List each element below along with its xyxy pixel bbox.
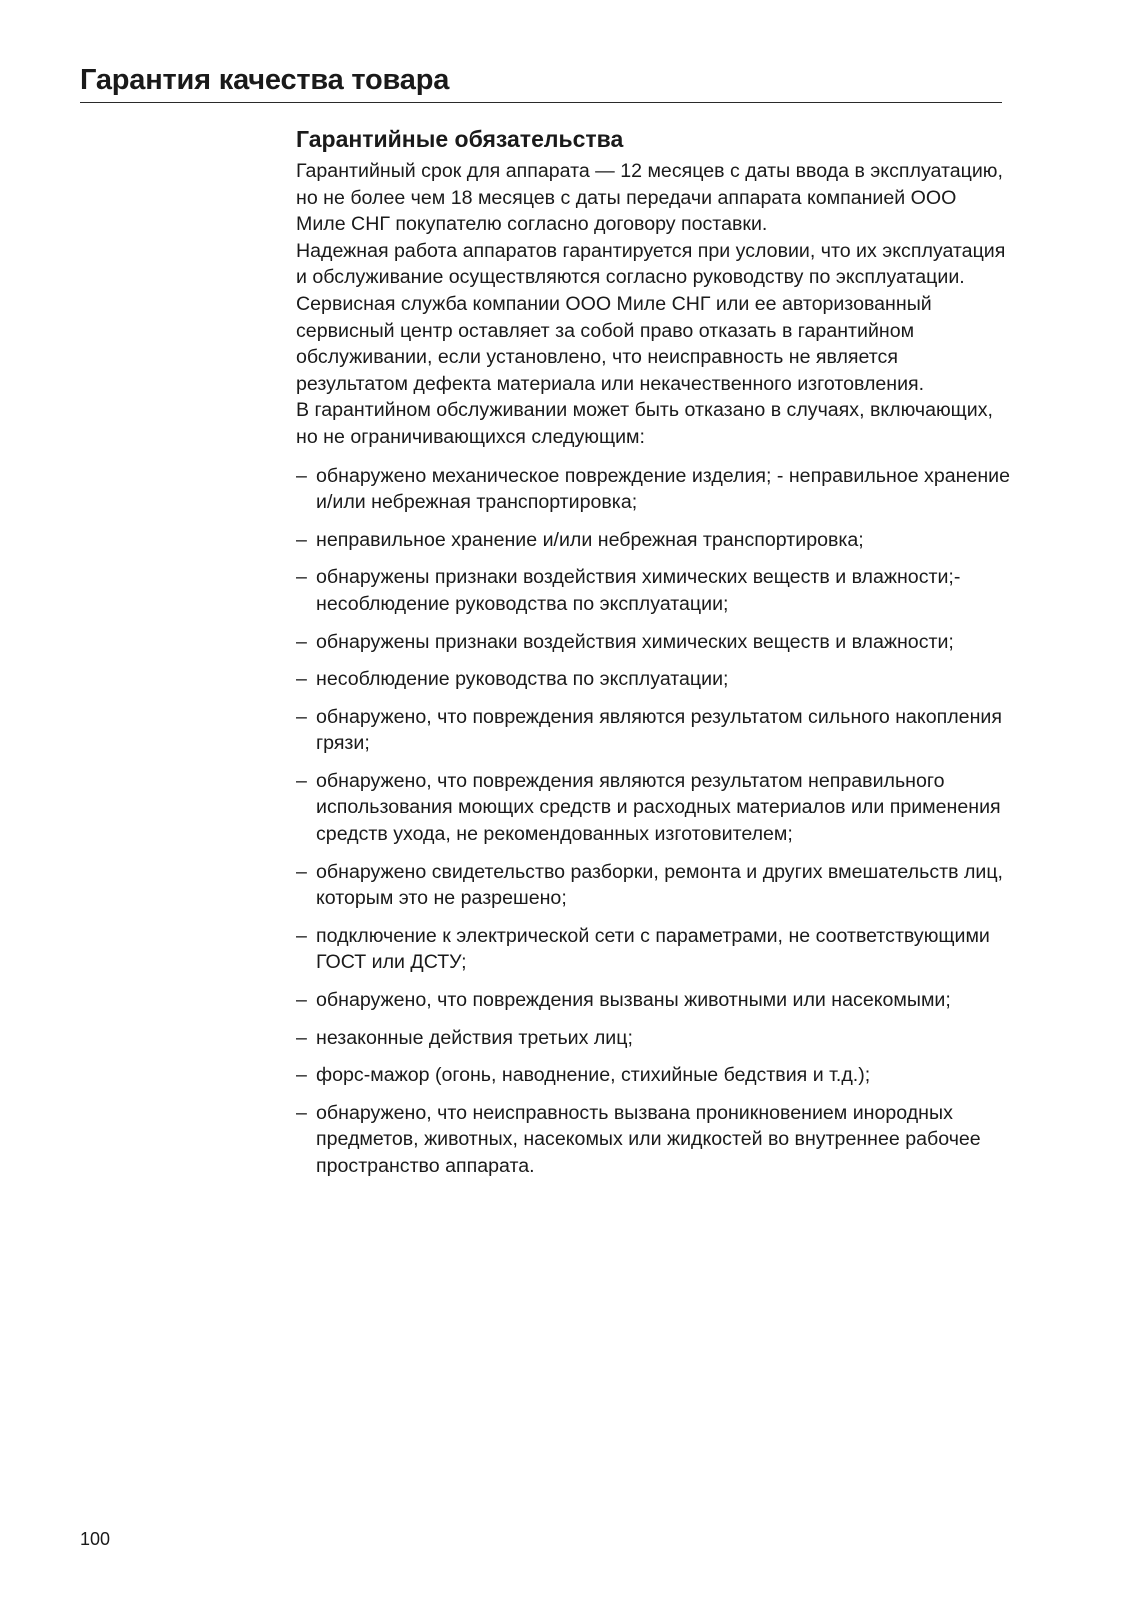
main-content <box>296 124 1011 1191</box>
bullet-dash: – <box>296 668 307 691</box>
bullet-dash: – <box>296 705 307 728</box>
list-item-text: неправильное хранение и/или небрежная транспортировка; <box>316 528 864 551</box>
bullet-dash: – <box>296 630 307 653</box>
paragraph-refusal-cases-intro: В гарантийном обслуживании может быть отказано в случаях, включающих, но не ограничивающихся следующим: <box>296 399 993 448</box>
bullet-dash: – <box>296 769 307 792</box>
list-item-text: обнаружено, что неисправность вызвана проникновением инородных предметов, животных, насекомых или жидкостей во внутреннее рабочее пространство аппарата. <box>316 1101 981 1177</box>
list-item <box>296 768 1011 848</box>
list-item-text: обнаружено, что повреждения являются результатом сильного накопления грязи; <box>316 705 1002 755</box>
list-item <box>296 987 1011 1014</box>
list-item-text: обнаружены признаки воздействия химических веществ и влажности;- несоблюдение руководства по эксплуатации; <box>316 566 961 615</box>
bullet-dash: – <box>296 528 307 551</box>
bullet-dash: – <box>296 924 307 947</box>
paragraph-service-refusal: Сервисная служба компании ООО Миле СНГ или ее авторизованный сервисный центр оставляет за собой право отказать в гарантийном обслуживании, если установлено, что неисправность не является результатом дефекта материала или некачественного изготовления. <box>296 292 932 395</box>
bullet-dash: – <box>296 464 307 487</box>
list-item <box>296 923 1011 976</box>
bullet-dash: – <box>296 989 307 1012</box>
list-item <box>296 704 1011 757</box>
list-item-text: обнаружено механическое повреждение изделия; - неправильное хранение и/или небрежная транспортировка; <box>316 464 1011 514</box>
page-header <box>80 62 1002 103</box>
list-item-text: обнаружено свидетельство разборки, ремонта и других вмешательств лиц, которым это не разрешено; <box>316 860 1003 910</box>
paragraph-reliable-operation: Надежная работа аппаратов гарантируется при условии, что их эксплуатация и обслуживание осуществляются согласно руководству по эксплуатации. <box>296 239 1006 289</box>
list-item-text: форс-мажор (огонь, наводнение, стихийные бедствия и т.д.); <box>316 1064 871 1087</box>
header-divider <box>80 102 1002 103</box>
list-item <box>296 1025 1011 1052</box>
bullet-dash: – <box>296 1064 307 1087</box>
list-item-text: обнаружено, что повреждения являются результатом неправильного использования моющих средств и расходных материалов или применения средств ухода, не рекомендованных изготовителем; <box>316 769 1001 846</box>
section-heading: Гарантийные обязательства <box>296 126 624 152</box>
list-item <box>296 463 1011 516</box>
list-item-text: несоблюдение руководства по эксплуатации; <box>316 668 729 691</box>
bullet-dash: – <box>296 1026 307 1049</box>
list-item <box>296 629 1011 656</box>
bullet-dash: – <box>296 566 307 589</box>
list-item-text: обнаружены признаки воздействия химических веществ и влажности; <box>316 630 954 653</box>
bullet-dash: – <box>296 1101 307 1124</box>
page-title: Гарантия качества товара <box>80 64 450 96</box>
list-item <box>296 564 1011 617</box>
refusal-cases-list <box>296 463 1011 1180</box>
list-item <box>296 1062 1011 1089</box>
list-item <box>296 859 1011 912</box>
list-item-text: незаконные действия третьих лиц; <box>316 1026 633 1049</box>
list-item-text: обнаружено, что повреждения вызваны животными или насекомыми; <box>316 989 951 1012</box>
list-item-text: подключение к электрической сети с параметрами, не соответствующими ГОСТ или ДСТУ; <box>316 924 990 974</box>
list-item <box>296 527 1011 554</box>
paragraph-warranty-period: Гарантийный срок для аппарата — 12 месяцев с даты ввода в эксплуатацию, но не более чем 18 месяцев с даты передачи аппарата компанией ООО Миле СНГ покупателю согласно договору поставки. <box>296 160 1003 236</box>
bullet-dash: – <box>296 860 307 883</box>
list-item <box>296 1100 1011 1180</box>
page-number: 100 <box>80 1529 111 1549</box>
list-item <box>296 666 1011 693</box>
